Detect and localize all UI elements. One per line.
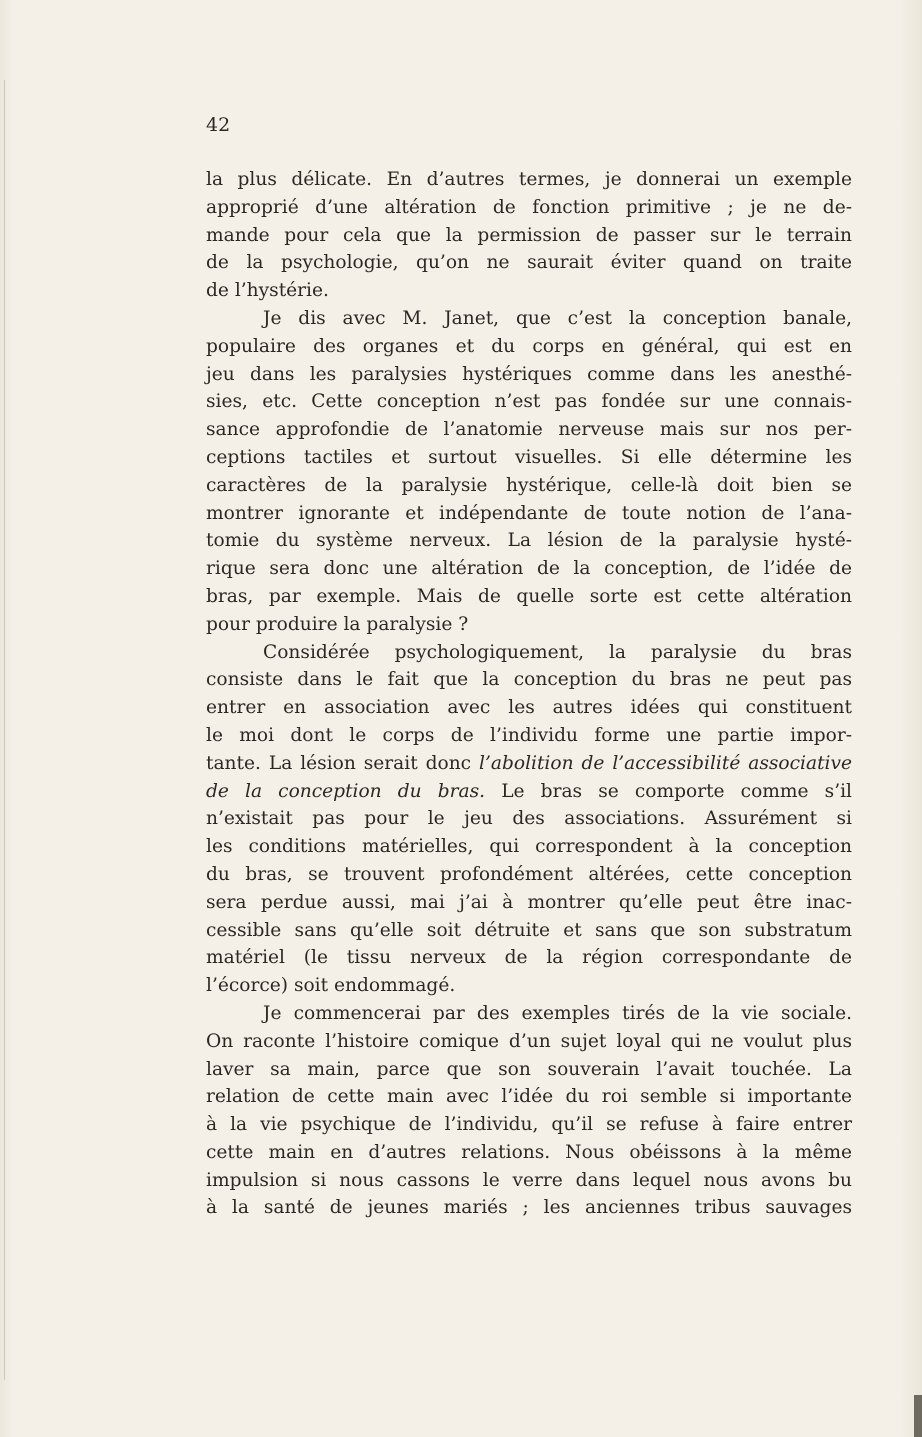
line-text: Considérée psychologiquement, la paralysie du bras xyxy=(263,641,852,663)
line-text: n’existait pas pour le jeu des associations. Assurément si xyxy=(206,808,852,830)
text-line xyxy=(206,527,852,555)
text-line xyxy=(206,944,852,972)
text-line xyxy=(206,472,852,500)
page-left-edge xyxy=(4,80,5,1380)
text-line xyxy=(206,416,852,444)
line-text: sera perdue aussi, mai j’ai à montrer qu’elle peut être inac- xyxy=(206,891,852,913)
line-italic-text: l’abolition de l’accessibilité associative xyxy=(479,752,853,774)
text-line xyxy=(206,805,852,833)
text-line xyxy=(206,1139,852,1167)
line-text: cessible sans qu’elle soit détruite et sans que son substratum xyxy=(206,919,852,941)
line-text: On raconte l’histoire comique d’un sujet loyal qui ne voulut plus xyxy=(206,1030,852,1052)
line-text: Je dis avec M. Janet, que c’est la conception banale, xyxy=(263,307,852,329)
text-line xyxy=(206,222,852,250)
text-line xyxy=(206,666,852,694)
line-text: matériel (le tissu nerveux de la région correspondante de xyxy=(206,947,852,969)
line-text: mande pour cela que la permission de passer sur le terrain xyxy=(206,224,852,246)
line-italic-text: de la conception du bras. xyxy=(206,780,486,802)
text-line xyxy=(206,1028,852,1056)
text-line xyxy=(206,388,852,416)
text-line xyxy=(206,694,852,722)
page-corner-shadow xyxy=(914,1395,922,1437)
line-text: jeu dans les paralysies hystériques comme dans les anesthé- xyxy=(206,363,852,385)
text-line xyxy=(206,444,852,472)
line-text: de l’hystérie. xyxy=(206,280,329,302)
text-line xyxy=(206,583,852,611)
text-line xyxy=(206,555,852,583)
text-line xyxy=(206,750,852,778)
line-text: du bras, se trouvent profondément altérées, cette conception xyxy=(206,863,852,885)
line-text: sance approfondie de l’anatomie nerveuse mais sur nos per- xyxy=(206,419,852,441)
text-line xyxy=(206,1000,852,1028)
line-text: sies, etc. Cette conception n’est pas fondée sur une connais- xyxy=(206,391,852,413)
text-line xyxy=(206,833,852,861)
line-text: entrer en association avec les autres idées qui constituent xyxy=(206,697,852,719)
line-text: rique sera donc une altération de la conception, de l’idée de xyxy=(206,558,852,580)
text-line xyxy=(206,277,852,305)
text-line xyxy=(206,166,852,194)
text-line xyxy=(206,333,852,361)
text-line xyxy=(206,778,852,806)
line-text: à la santé de jeunes mariés ; les anciennes tribus sauvages xyxy=(206,1197,852,1219)
line-text: populaire des organes et du corps en général, qui est en xyxy=(206,335,852,357)
line-text: tante. La lésion serait donc xyxy=(206,752,480,774)
text-line xyxy=(206,917,852,945)
text-line xyxy=(206,361,852,389)
line-text: les conditions matérielles, qui correspondent à la conception xyxy=(206,836,852,858)
line-text: le moi dont le corps de l’individu forme une partie impor- xyxy=(206,724,852,746)
line-text: de la psychologie, qu’on ne saurait éviter quand on traite xyxy=(206,252,852,274)
text-line xyxy=(206,249,852,277)
text-line xyxy=(206,1111,852,1139)
text-line xyxy=(206,1167,852,1195)
text-line xyxy=(206,861,852,889)
text-line xyxy=(206,972,852,1000)
line-text: à la vie psychique de l’individu, qu’il se refuse à faire entrer xyxy=(206,1114,852,1136)
page-number: 42 xyxy=(206,114,231,136)
line-text: la plus délicate. En d’autres termes, je donnerai un exemple xyxy=(206,169,852,190)
line-text: impulsion si nous cassons le verre dans lequel nous avons bu xyxy=(206,1169,852,1191)
text-line xyxy=(206,722,852,750)
body-text xyxy=(206,166,852,1222)
text-line xyxy=(206,305,852,333)
line-text: relation de cette main avec l’idée du roi semble si importante xyxy=(206,1086,852,1108)
text-line xyxy=(206,639,852,667)
line-text: cette main en d’autres relations. Nous obéissons à la même xyxy=(206,1141,852,1163)
line-text: caractères de la paralysie hystérique, celle-là doit bien se xyxy=(206,474,852,496)
text-line xyxy=(206,611,852,639)
line-text: pour produire la paralysie ? xyxy=(206,613,469,635)
line-text: bras, par exemple. Mais de quelle sorte est cette altération xyxy=(206,585,852,607)
line-text: montrer ignorante et indépendante de toute notion de l’ana- xyxy=(206,502,852,524)
text-line xyxy=(206,1056,852,1084)
line-text: Je commencerai par des exemples tirés de la vie sociale. xyxy=(263,1002,852,1024)
text-line xyxy=(206,500,852,528)
text-line xyxy=(206,1194,852,1222)
line-text: consiste dans le fait que la conception du bras ne peut pas xyxy=(206,669,852,691)
text-line xyxy=(206,1083,852,1111)
line-text: ceptions tactiles et surtout visuelles. Si elle détermine les xyxy=(206,446,852,468)
line-text: l’écorce) soit endommagé. xyxy=(206,975,456,997)
line-text-after: Le bras se comporte comme s’il xyxy=(485,780,853,802)
line-text: approprié d’une altération de fonction primitive ; je ne de- xyxy=(206,196,852,218)
line-text: laver sa main, parce que son souverain l’avait touchée. La xyxy=(206,1058,852,1080)
line-text: tomie du système nerveux. La lésion de la paralysie hysté- xyxy=(206,530,852,552)
text-line xyxy=(206,889,852,917)
text-line xyxy=(206,194,852,222)
